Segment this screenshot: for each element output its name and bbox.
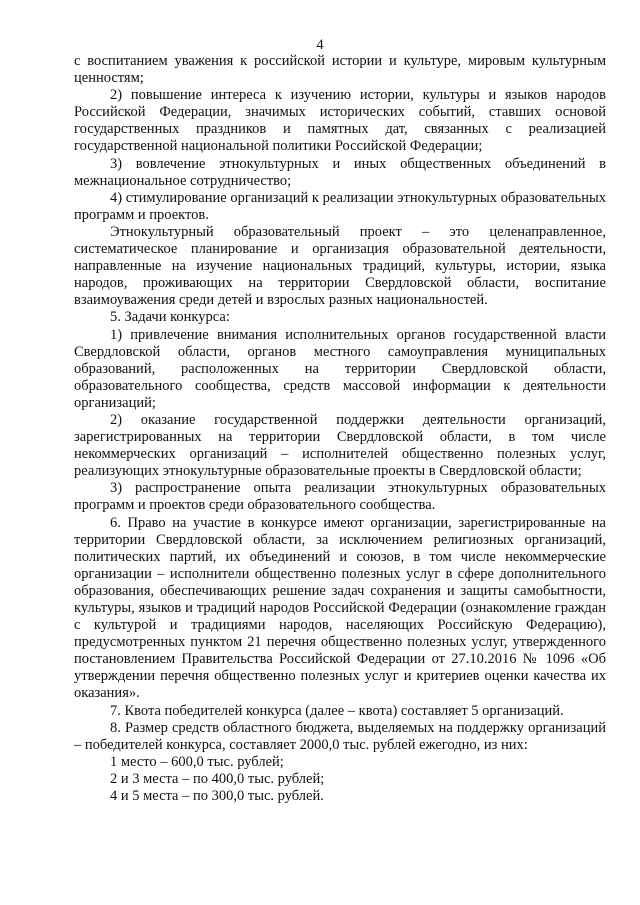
tasks-heading: 5. Задачи конкурса: [110, 309, 230, 326]
task-item-2: 2) оказание государственной поддержки деятельности организаций, зарегистрированных на территории Свердловской области, в том числе некоммерческих организаций – исполнителей общественно полезных услуг, реализующих этнокультурные образовательные проекты в Свердловской области; [74, 411, 606, 480]
task-item-1: 1) привлечение внимания исполнительных органов государственной власти Свердловской области, органов местного самоуправления муниципальных образований, расположенных на территории Свердловской области, образовательного сообщества, средств массовой информации к деятельности организаций; [74, 326, 606, 411]
paragraph-continuation: с воспитанием уважения к российской истории и культуре, мировым культурным ценностям; [74, 53, 606, 87]
task-item-3: 3) распространение опыта реализации этнокультурных образовательных программ и проектов среди образовательного сообщества. [74, 480, 606, 514]
goal-item-4: 4) стимулирование организаций к реализации этнокультурных образовательных программ и проектов. [74, 189, 606, 223]
document-body [74, 53, 606, 805]
budget-clause: 8. Размер средств областного бюджета, выделяемых на поддержку организаций – победителей конкурса, составляет 2000,0 тыс. рублей ежегодно, из них: [74, 719, 606, 753]
project-definition: Этнокультурный образовательный проект – это целенаправленное, систематическое планирование и организация образовательной деятельности, направленные на изучение национальных традиций, культуры, истории, языка народов, проживающих на территории Свердловской области, воспитание взаимоуважения среди детей и взрослых разных национальностей. [74, 223, 606, 309]
page-number: 4 [316, 37, 324, 53]
prize-first-place: 1 место – 600,0 тыс. рублей; [110, 753, 284, 770]
goal-item-3: 3) вовлечение этнокультурных и иных общественных объединений в межнациональное сотрудничество; [74, 155, 606, 189]
participation-clause: 6. Право на участие в конкурсе имеют организации, зарегистрированные на территории Свердловской области, за исключением религиозных организаций, политических партий, их объединений и союзов, в том числе некоммерческие организации – исполнители общественно полезных услуг в сфере дополнительного образования, обеспечивающих решение задач сохранения и защиты самобытности, культуры, языков и традиций народов Российской Федерации (ознакомление граждан с культурой и традициями народов, населяющих Российскую Федерацию), предусмотренных пунктом 21 перечня общественно полезных услуг, утвержденного постановлением Правительства Российской Федерации от 27.10.2016 № 1096 «Об утверждении перечня общественно полезных услуг и критериев оценки качества их оказания». [74, 514, 606, 702]
goal-item-2: 2) повышение интереса к изучению истории, культуры и языков народов Российской Федерации, значимых исторических событий, ставших основой государственных праздников и памятных дат, связанных с реализацией государственной национальной политики Российской Федерации; [74, 87, 606, 155]
prize-second-third-place: 2 и 3 места – по 400,0 тыс. рублей; [110, 770, 325, 787]
quota-clause: 7. Квота победителей конкурса (далее – квота) составляет 5 организаций. [110, 702, 564, 719]
prize-fourth-fifth-place: 4 и 5 места – по 300,0 тыс. рублей. [110, 788, 324, 805]
